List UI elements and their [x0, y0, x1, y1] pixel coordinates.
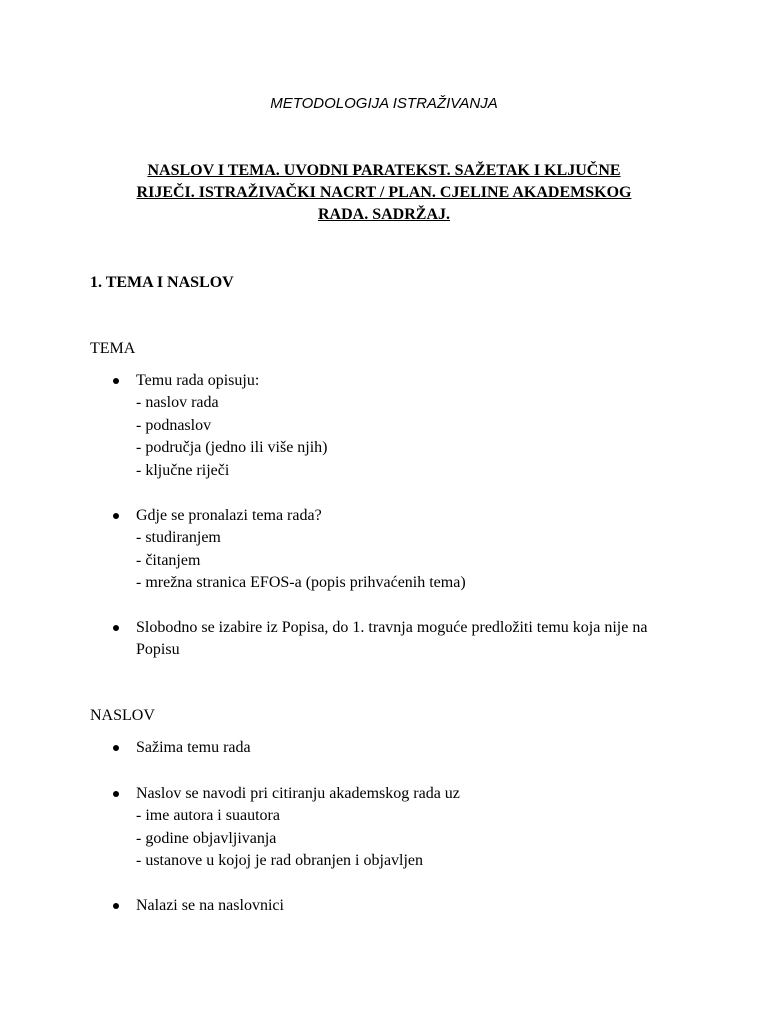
- tema-bullet-list: [90, 370, 690, 482]
- bullet-line: Slobodno se izabire iz Popisa, do 1. travnja moguće predložiti temu koja nije na Popisu: [136, 619, 648, 659]
- bullet-line: - mrežna stranica EFOS-a (popis prihvaćenih tema): [136, 574, 466, 592]
- naslov-bullet-list: [90, 737, 690, 759]
- bullet-line: - ustanove u kojoj je rad obranjen i objavljen: [136, 852, 424, 870]
- list-item: [90, 617, 690, 662]
- bullet-line: Sažima temu rada: [136, 739, 251, 756]
- bullet-icon: [113, 513, 119, 519]
- bullet-icon: [113, 378, 119, 384]
- naslov-heading: NASLOV: [90, 707, 155, 724]
- tema-bullet-list: [90, 505, 690, 595]
- bullet-line: - čitanjem: [136, 551, 201, 569]
- bullet-line: Nalazi se na naslovnici: [136, 897, 284, 914]
- bullet-line: - ime autora i suautora: [136, 807, 280, 825]
- list-item: [90, 783, 690, 873]
- course-title: METODOLOGIJA ISTRAŽIVANJA: [270, 95, 498, 112]
- bullet-line: Gdje se pronalazi tema rada?: [136, 507, 322, 524]
- document-title-line: RADA. SADRŽAJ.: [317, 206, 450, 223]
- bullet-line: Temu rada opisuju:: [136, 372, 260, 389]
- section-heading: 1. TEMA I NASLOV: [90, 274, 234, 291]
- bullet-icon: [113, 625, 119, 631]
- document-title-line: RIJEČI. ISTRAŽIVAČKI NACRT / PLAN. CJELINE AKADEMSKOG: [136, 184, 632, 201]
- bullet-line: - naslov rada: [136, 394, 219, 412]
- bullet-line: - studiranjem: [136, 529, 221, 547]
- bullet-icon: [113, 903, 119, 909]
- naslov-bullet-list: [90, 783, 690, 873]
- bullet-line: - ključne riječi: [136, 461, 230, 479]
- list-item: [90, 895, 690, 917]
- bullet-line: - područja (jedno ili više njih): [136, 439, 328, 457]
- tema-heading: TEMA: [90, 340, 136, 357]
- list-item: [90, 370, 690, 482]
- bullet-line: - podnaslov: [136, 416, 212, 434]
- naslov-bullet-list: [90, 895, 690, 917]
- document-title: [90, 160, 678, 226]
- list-item: [90, 505, 690, 595]
- bullet-icon: [113, 745, 119, 751]
- bullet-line: - godine objavljivanja: [136, 829, 277, 847]
- tema-bullet-list: [90, 617, 690, 662]
- bullet-icon: [113, 791, 119, 797]
- list-item: [90, 737, 690, 759]
- bullet-line: Naslov se navodi pri citiranju akademskog rada uz: [136, 785, 460, 802]
- document-title-line: NASLOV I TEMA. UVODNI PARATEKST. SAŽETAK I KLJUČNE: [147, 162, 621, 179]
